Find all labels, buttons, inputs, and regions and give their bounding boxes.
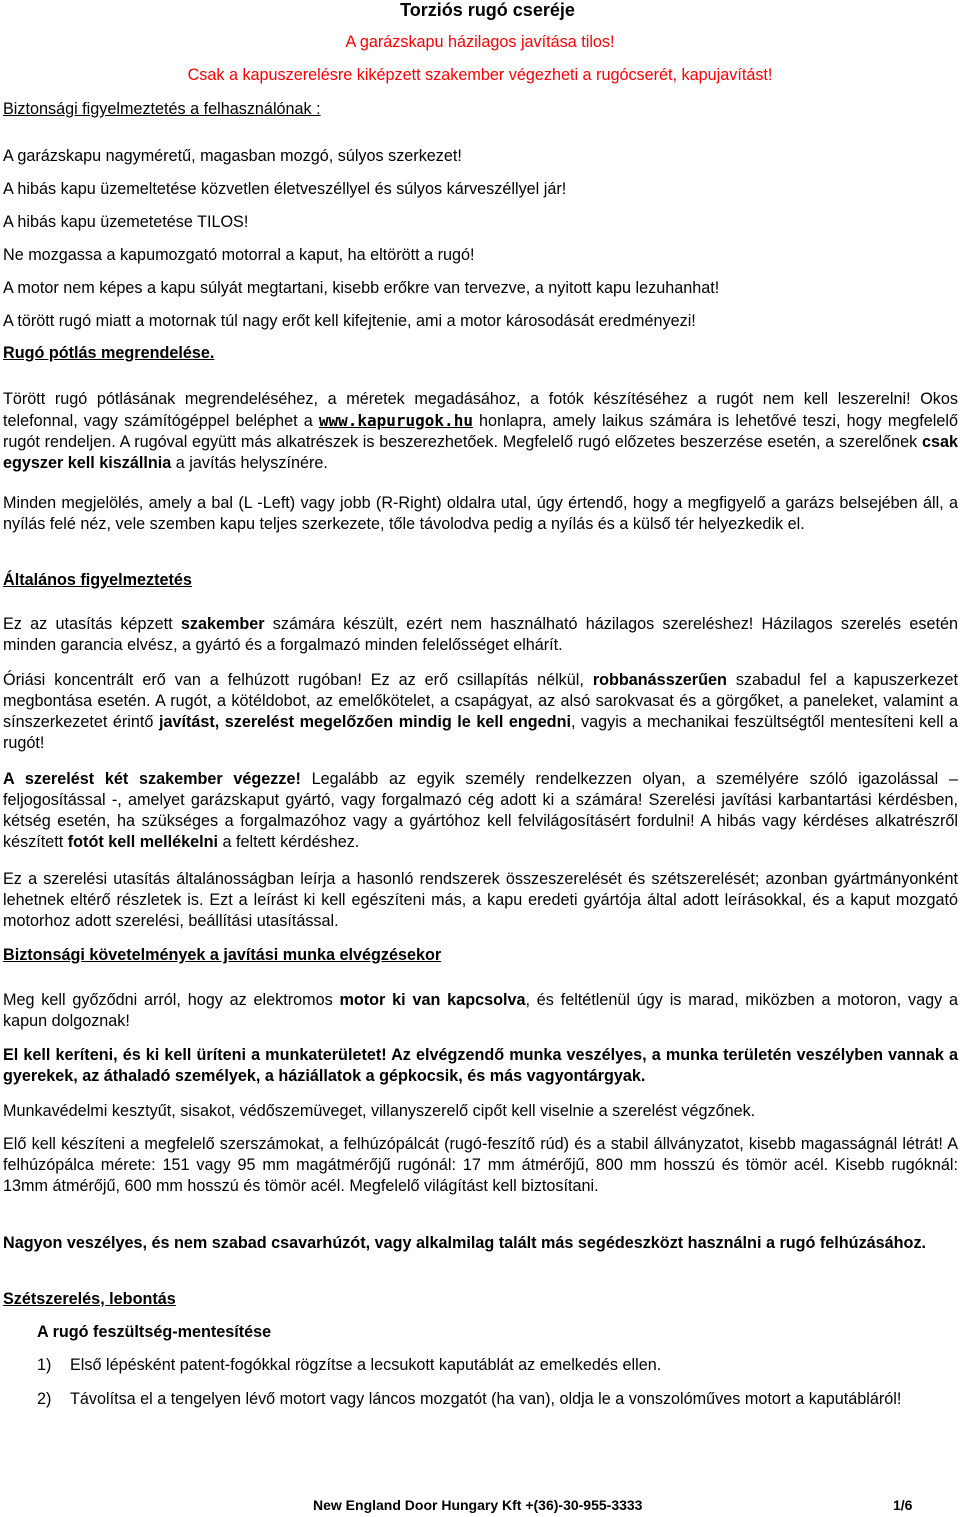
general-warning-heading: Általános figyelmeztetés [3,571,192,589]
disassembly-heading: Szétszerelés, lebontás [3,1290,176,1308]
gen-text: a feltett kérdéshez. [218,833,360,851]
general-paragraph-4: Ez a szerelési utasítás általánosságban leírja a hasonló rendszerek összeszerelését és szétszerelését; azonban gyártmányonként lehetnek eltérő részletek is. Ezt a leírást ki kell egészíteni más, a kapu eredeti gyártója által adott leírásokkal, és a kaput mozgató motorhoz adott szerelési, beállítási utasítással. [3,870,958,930]
gen-text: , vagyis a mechanikai feszültségtől mentesíteni kell a rugót! [3,713,958,752]
general-paragraph-1 [3,614,958,656]
gen-text: számára készült, ezért nem használható házilagos szereléshez! Házilagos szerelés esetén minden garancia elvész, a gyártó és a forgalmazó minden felelősséget elhárít. [3,615,958,654]
safety-line: Ne mozgassa a kapumozgató motorral a kaput, ha eltörött a rugó! [3,246,475,264]
document-title: Torziós rugó cseréje [400,0,575,20]
requirements-paragraph-5: Nagyon veszélyes, és nem szabad csavarhúzót, vagy alkalmilag talált más segédeszközt használni a rugó felhúzásához. [3,1234,927,1252]
req-text: , és feltétlenül úgy is marad, miközben a motoron, vagy a kapun dolgoznak! [3,991,958,1030]
gen-emphasis: fotót kell mellékelni [67,833,219,851]
order-paragraph [3,389,958,474]
gen-emphasis: javítást, szerelést megelőzően mindig le kell engedni [158,713,571,731]
step-number: 2) [37,1390,52,1408]
disassembly-subheading: A rugó feszültség-mentesítése [37,1323,272,1341]
order-text: a javítás helyszínére. [171,454,328,472]
order-text: Törött rugó pótlásának megrendeléséhez, a méretek megadásához, a fotók készítéséhez a rugót nem kell leszerelni! Okos telefonnal, vagy számítógéppel beléphet a [3,390,958,430]
order-text: honlapra, amely laikus számára is lehetővé teszi, hogy megfelelő rugót rendeljen. A rugóval együtt más alkatrészek is beszerezhetőek. Megfelelő rugó előzetes beszerzése esetén, a szerelőnek [3,412,959,451]
order-emphasis: csak egyszer kell kiszállnia [3,433,958,472]
gen-text: Óriási koncentrált erő van a felhúzott rugóban! Ez az erő csillapítás nélkül, [3,671,593,689]
safety-heading: Biztonsági figyelmeztetés a felhasználónak : [3,100,321,118]
warning-specialist-only: Csak a kapuszerelésre kiképzett szakember végezheti a rugócserét, kapujavítást! [187,66,773,84]
requirements-paragraph-2: El kell keríteni, és ki kell üríteni a munkaterületet! Az elvégzendő munka veszélyes, a munka területén veszélyben vannak a gyerekek, az áthaladó személyek, a háziállatok a gépkocsik, és más vagyontárgyak. [3,1046,958,1085]
warning-diy-forbidden: A garázskapu házilagos javítása tilos! [345,33,615,51]
step-number: 1) [37,1356,52,1374]
req-emphasis: motor ki van kapcsolva [339,991,526,1009]
general-paragraph-3 [3,769,958,853]
requirements-paragraph-4: Elő kell készíteni a megfelelő szerszámokat, a felhúzópálcát (rugó-feszítő rúd) és a stabil állványzatot, kisebb magasságnál létrát! A felhúzópálca mérete: 151 vagy 95 mm magátmérőjű rugónál: 17 mm átmérőjű, 800 mm hosszú és tömör acél. Kisebb rugóknál: 13mm átmérőjű, 600 mm hosszú és tömör acél. Megfelelő világítást kell biztosítani. [3,1135,958,1195]
safety-line: A hibás kapu üzemetetése TILOS! [3,213,249,231]
footer-company: New England Door Hungary Kft +(36)-30-955-3333 [313,1497,643,1513]
gen-emphasis: A szerelést két szakember végezze! [3,770,301,788]
orientation-paragraph: Minden megjelölés, amely a bal (L -Left) vagy jobb (R-Right) oldalra utal, úgy értendő, hogy a megfigyelő a garázs belsejében áll, a nyílás felé néz, vele szemben kapu teljes szerkezete, tőle távolodva pedig a nyílás és a külső tér helyezkedik el. [3,494,958,533]
safety-line: A törött rugó miatt a motornak túl nagy erőt kell kifejtenie, ami a motor károsodását eredményezi! [3,312,696,330]
website-link[interactable]: www.kapurugok.hu [318,411,473,430]
gen-emphasis: robbanásszerűen [592,671,727,689]
footer-page-number: 1/6 [893,1497,913,1513]
order-heading: Rugó pótlás megrendelése. [3,344,215,362]
requirements-paragraph-1 [3,990,958,1032]
req-text: Meg kell győződni arról, hogy az elektromos [3,991,340,1009]
requirements-paragraph-3: Munkavédelmi kesztyűt, sisakot, védőszemüveget, villanyszerelő cipőt kell viselnie a szerelést végzőnek. [3,1102,756,1120]
step-text: Távolítsa el a tengelyen lévő motort vagy láncos mozgatót (ha van), oldja le a vonszolóműves motort a kaputábláról! [70,1390,902,1408]
requirements-heading: Biztonsági követelmények a javítási munka elvégzésekor [3,946,442,964]
safety-line: A motor nem képes a kapu súlyát megtartani, kisebb erőkre van tervezve, a nyitott kapu lezuhanhat! [3,279,720,297]
safety-line: A hibás kapu üzemeltetése közvetlen életveszéllyel és súlyos kárveszéllyel jár! [3,180,567,198]
gen-text: Ez az utasítás képzett [3,615,181,633]
general-paragraph-2 [3,670,958,754]
gen-text: szabadul fel a kapuszerkezet megbontása esetén. A rugót, a kötéldobot, az emelőkötelet, a csapágyat, az alsó sarokvasat és a görgőket, a paneleket, valamint a sínszerkezetet érintő [3,671,958,731]
step-text: Első lépésként patent-fogókkal rögzítse a lecsukott kaputáblát az emelkedés ellen. [70,1356,662,1374]
gen-emphasis: szakember [180,615,265,633]
safety-line: A garázskapu nagyméretű, magasban mozgó, súlyos szerkezet! [3,147,462,165]
gen-text: Legalább az egyik személy rendelkezzen olyan, a személyére szóló igazolással – feljogosítással -, amelyet garázskaput gyártó, vagy forgalmazó cég adott ki a számára! Szerelési javítási karbantartási kérdésben, kétség esetén, ha szükséges a forgalmazóhoz vagy a gyártóhoz kell felvilágosításért fordulni! A hibás vagy kérdéses alkatrészről készített [3,770,959,851]
